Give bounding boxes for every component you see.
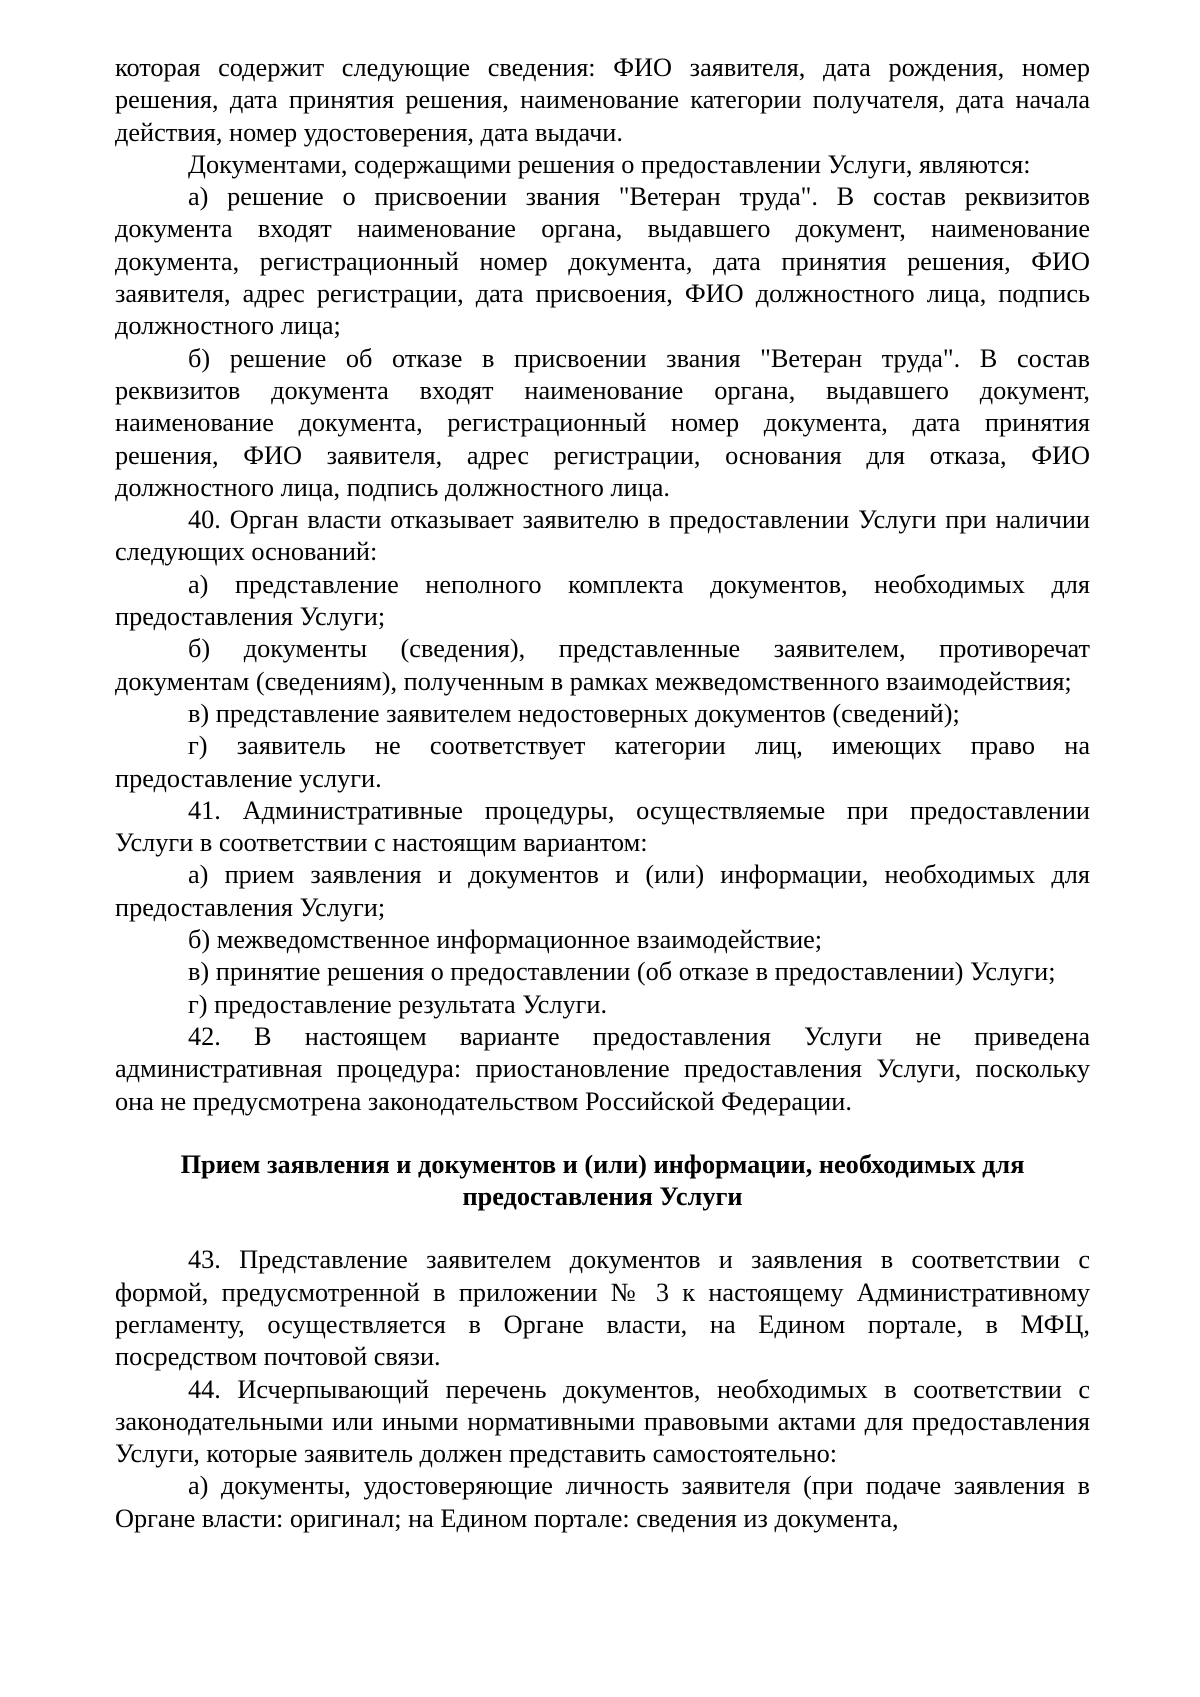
paragraph-item-44-a: а) документы, удостоверяющие личность заявителя (при подаче заявления в Органе власти: оригинал; на Едином портале: сведения из документа, [115, 1471, 1090, 1533]
paragraph-item-42: 42. В настоящем варианте предоставления Услуги не приведена административная процедура: приостановление предоставления Услуги, поскольку она не предусмотрена законодательством Российской Федерации. [115, 1021, 1090, 1116]
paragraph-item-41-c: в) принятие решения о предоставлении (об отказе в предоставлении) Услуги; [188, 957, 1056, 987]
paragraph-continuation: которая содержит следующие сведения: ФИО заявителя, дата рождения, номер решения, дата принятия решения, наименование категории получателя, дата начала действия, номер удостоверения, дата выдачи. [115, 53, 1090, 147]
paragraph-item-40-c: в) представление заявителем недостоверных документов (сведений); [188, 698, 960, 728]
paragraph-item-40-b: б) документы (сведения), представленные заявителем, противоречат документам (сведениям), полученным в рамках межведомственного взаимодействия; [115, 634, 1090, 696]
document-page [115, 52, 1090, 1535]
paragraph-item-40-a: а) представление неполного комплекта документов, необходимых для предоставления Услуги; [115, 569, 1090, 632]
section-heading: Прием заявления и документов и (или) информации, необходимых для предоставления Услуги [180, 1149, 1025, 1212]
paragraph-item-40-d: г) заявитель не соответствует категории лиц, имеющих право на предоставление услуги. [115, 731, 1090, 793]
paragraph-item-41-b: б) межведомственное информационное взаимодействие; [188, 925, 823, 955]
paragraph-item-40: 40. Орган власти отказывает заявителю в предоставлении Услуги при наличии следующих оснований: [115, 505, 1090, 567]
paragraph-item-41-a: а) прием заявления и документов и (или) информации, необходимых для предоставления Услуги; [115, 860, 1090, 922]
paragraph-documents-intro: Документами, содержащими решения о предоставлении Услуги, являются: [188, 149, 1031, 179]
paragraph-item-44: 44. Исчерпывающий перечень документов, необходимых в соответствии с законодательными или иными нормативными правовыми актами для предоставления Услуги, которые заявитель должен представить самостоятельно: [115, 1374, 1090, 1469]
paragraph-item-41: 41. Административные процедуры, осуществляемые при предоставлении Услуги в соответствии с настоящим вариантом: [115, 795, 1090, 858]
paragraph-decision-a: а) решение о присвоении звания "Ветеран труда". В состав реквизитов документа входят наименование органа, выдавшего документ, наименование документа, регистрационный номер документа, дата принятия решения, ФИО заявителя, адрес регистрации, дата присвоения, ФИО должностного лица, подпись должностного лица; [115, 182, 1090, 341]
paragraph-decision-b: б) решение об отказе в присвоении звания "Ветеран труда". В состав реквизитов документа входят наименование органа, выдавшего документ, наименование документа, регистрационный номер документа, дата принятия решения, ФИО заявителя, адрес регистрации, основания для отказа, ФИО должностного лица, подпись должностного лица. [115, 343, 1090, 502]
paragraph-item-41-d: г) предоставление результата Услуги. [188, 989, 608, 1019]
paragraph-item-43: 43. Представление заявителем документов и заявления в соответствии с формой, предусмотренной в приложении № 3 к настоящему Административному регламенту, осуществляется в Органе власти, на Едином портале, в МФЦ, посредством почтовой связи. [115, 1245, 1090, 1372]
